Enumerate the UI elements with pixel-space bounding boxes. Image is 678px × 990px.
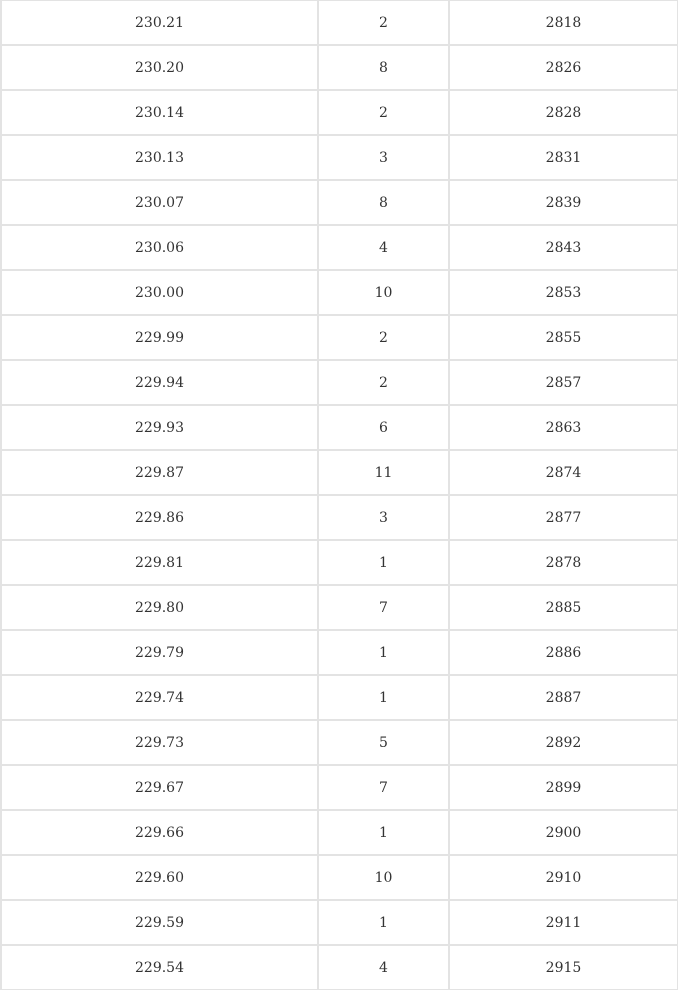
table-row — [1, 900, 678, 945]
score-cell: 229.80 — [1, 585, 318, 630]
count-cell: 1 — [318, 900, 449, 945]
cumulative-count-cell: 2818 — [449, 0, 678, 45]
count-cell: 10 — [318, 270, 449, 315]
score-cell: 229.73 — [1, 720, 318, 765]
cumulative-count-cell: 2900 — [449, 810, 678, 855]
score-cell: 229.79 — [1, 630, 318, 675]
table-row — [1, 225, 678, 270]
count-cell: 11 — [318, 450, 449, 495]
score-cell: 229.60 — [1, 855, 318, 900]
score-cell: 229.74 — [1, 675, 318, 720]
score-cell: 229.99 — [1, 315, 318, 360]
score-cell: 229.67 — [1, 765, 318, 810]
score-cell: 230.14 — [1, 90, 318, 135]
count-cell: 7 — [318, 765, 449, 810]
cumulative-count-cell: 2855 — [449, 315, 678, 360]
cumulative-count-cell: 2886 — [449, 630, 678, 675]
cumulative-count-cell: 2853 — [449, 270, 678, 315]
cumulative-count-cell: 2887 — [449, 675, 678, 720]
table-row — [1, 315, 678, 360]
score-cell: 229.66 — [1, 810, 318, 855]
count-cell: 1 — [318, 675, 449, 720]
count-cell: 8 — [318, 45, 449, 90]
score-table-body — [1, 0, 678, 990]
cumulative-count-cell: 2915 — [449, 945, 678, 990]
count-cell: 8 — [318, 180, 449, 225]
cumulative-count-cell: 2843 — [449, 225, 678, 270]
cumulative-count-cell: 2899 — [449, 765, 678, 810]
table-row — [1, 810, 678, 855]
cumulative-count-cell: 2885 — [449, 585, 678, 630]
table-row — [1, 495, 678, 540]
count-cell: 1 — [318, 630, 449, 675]
count-cell: 10 — [318, 855, 449, 900]
score-cell: 229.93 — [1, 405, 318, 450]
score-cell: 230.13 — [1, 135, 318, 180]
cumulative-count-cell: 2911 — [449, 900, 678, 945]
table-row — [1, 945, 678, 990]
table-row — [1, 360, 678, 405]
table-row — [1, 450, 678, 495]
table-row — [1, 675, 678, 720]
cumulative-count-cell: 2892 — [449, 720, 678, 765]
count-cell: 2 — [318, 360, 449, 405]
table-row — [1, 630, 678, 675]
score-cell: 230.21 — [1, 0, 318, 45]
count-cell: 1 — [318, 540, 449, 585]
table-row — [1, 585, 678, 630]
count-cell: 2 — [318, 0, 449, 45]
table-row — [1, 45, 678, 90]
count-cell: 6 — [318, 405, 449, 450]
score-cell: 229.59 — [1, 900, 318, 945]
cumulative-count-cell: 2877 — [449, 495, 678, 540]
score-cell: 229.94 — [1, 360, 318, 405]
cumulative-count-cell: 2828 — [449, 90, 678, 135]
cumulative-count-cell: 2874 — [449, 450, 678, 495]
table-row — [1, 135, 678, 180]
count-cell: 1 — [318, 810, 449, 855]
cumulative-count-cell: 2910 — [449, 855, 678, 900]
count-cell: 7 — [318, 585, 449, 630]
table-row — [1, 405, 678, 450]
score-cell: 230.07 — [1, 180, 318, 225]
cumulative-count-cell: 2826 — [449, 45, 678, 90]
table-row — [1, 270, 678, 315]
table-row — [1, 180, 678, 225]
score-cell: 229.81 — [1, 540, 318, 585]
count-cell: 5 — [318, 720, 449, 765]
count-cell: 4 — [318, 225, 449, 270]
table-row — [1, 855, 678, 900]
score-cell: 229.86 — [1, 495, 318, 540]
count-cell: 2 — [318, 315, 449, 360]
cumulative-count-cell: 2831 — [449, 135, 678, 180]
cumulative-count-cell: 2839 — [449, 180, 678, 225]
table-row — [1, 540, 678, 585]
table-row — [1, 90, 678, 135]
cumulative-count-cell: 2878 — [449, 540, 678, 585]
score-cell: 230.00 — [1, 270, 318, 315]
score-cell: 230.06 — [1, 225, 318, 270]
table-row — [1, 765, 678, 810]
score-cell: 229.87 — [1, 450, 318, 495]
score-cell: 230.20 — [1, 45, 318, 90]
cumulative-count-cell: 2857 — [449, 360, 678, 405]
count-cell: 4 — [318, 945, 449, 990]
count-cell: 3 — [318, 135, 449, 180]
count-cell: 2 — [318, 90, 449, 135]
table-row — [1, 720, 678, 765]
score-cell: 229.54 — [1, 945, 318, 990]
cumulative-count-cell: 2863 — [449, 405, 678, 450]
count-cell: 3 — [318, 495, 449, 540]
table-row — [1, 0, 678, 45]
